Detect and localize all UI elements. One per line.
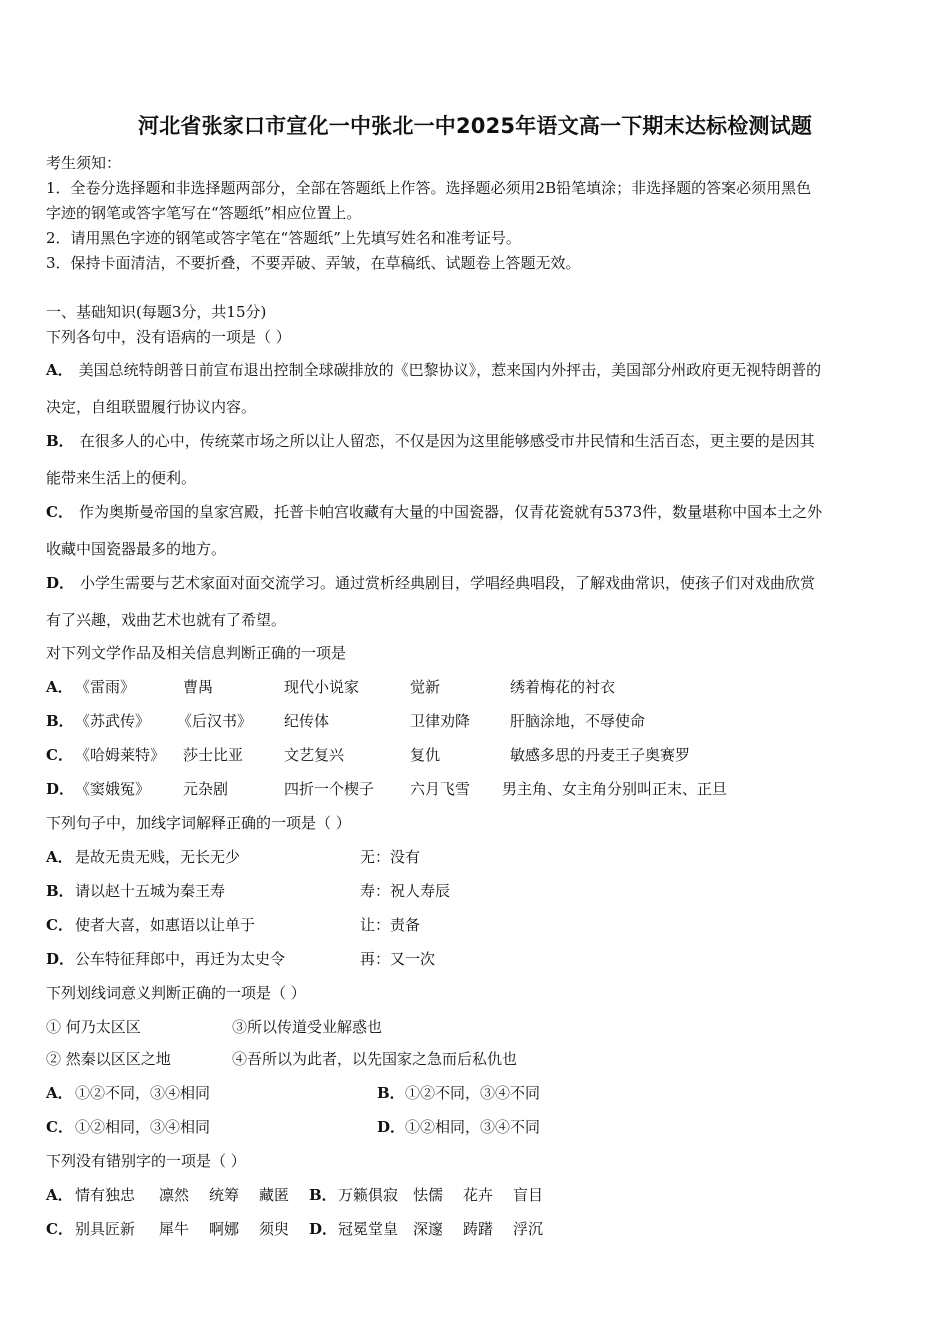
page-title: 河北省张家口市宣化一中张北一中2025年语文高一下期末达标检测试题 [137, 114, 813, 138]
option-letter: C． [46, 916, 73, 934]
option-letter: A． [46, 1084, 73, 1102]
work-detail: 肝脑涂地，不辱使命 [510, 712, 646, 730]
word: 犀牛 [159, 1220, 190, 1238]
q1-option-d-cont: 有了兴趣，戏曲艺术也就有了希望。 [46, 611, 287, 629]
q4-item: ④吾所以为此者，以先国家之急而后私仇也 [232, 1050, 518, 1068]
word-meaning: 寿：祝人寿辰 [360, 882, 451, 900]
option-letter: A． [46, 361, 73, 379]
work-author: 元杂剧 [183, 780, 229, 798]
option-text: ①②不同，③④不同 [405, 1084, 541, 1102]
word: 啊娜 [209, 1220, 240, 1238]
option-letter: A． [46, 678, 73, 696]
option-letter: A． [46, 1186, 73, 1204]
option-text: ①②相同，③④不同 [405, 1118, 541, 1136]
word: 统筹 [209, 1186, 240, 1204]
word-meaning: 无：没有 [360, 848, 421, 866]
work-author: 曹禺 [183, 678, 214, 696]
work-plot: 觉新 [410, 678, 441, 696]
classical-sentence: 请以赵十五城为秦王寿 [75, 882, 226, 900]
option-letter: D． [309, 1220, 338, 1238]
classical-sentence: 是故无贵无贱，无长无少 [75, 848, 241, 866]
word: 浮沉 [513, 1220, 544, 1238]
option-letter: B． [309, 1186, 337, 1204]
option-letter: C． [46, 746, 73, 764]
option-letter: D． [46, 574, 75, 592]
option-letter: B． [377, 1084, 405, 1102]
word-meaning: 再：又一次 [360, 950, 436, 968]
word: 别具匠新 [75, 1220, 136, 1238]
work-title: 《雷雨》 [75, 678, 136, 696]
question-3-stem: 下列句子中，加线字词解释正确的一项是（ ） [46, 814, 351, 832]
question-1-stem: 下列各句中，没有语病的一项是（ ） [46, 328, 291, 346]
classical-sentence: 公车特征拜郎中，再迁为太史令 [75, 950, 286, 968]
work-plot: 复仇 [410, 746, 441, 764]
work-plot: 卫律劝降 [410, 712, 471, 730]
q4-item: ③所以传道受业解惑也 [232, 1018, 383, 1036]
option-letter: B． [46, 882, 74, 900]
work-title: 《窦娥冤》 [75, 780, 151, 798]
work-genre: 现代小说家 [284, 678, 360, 696]
option-letter: B． [46, 432, 74, 450]
word: 深邃 [413, 1220, 444, 1238]
notice-item: 1．全卷分选择题和非选择题两部分，全部在答题纸上作答。选择题必须用2B铅笔填涂；非选择题的答案必须用黑色 [46, 179, 812, 197]
work-plot: 六月飞雪 [410, 780, 471, 798]
option-text: 在很多人的心中，传统菜市场之所以让人留恋，不仅是因为这里能够感受市井民情和生活百态，更主要的是因其 [79, 432, 815, 450]
option-letter: A． [46, 848, 73, 866]
word-meaning: 让：责备 [360, 916, 421, 934]
word: 怯儒 [413, 1186, 444, 1204]
question-5-stem: 下列没有错别字的一项是（ ） [46, 1152, 246, 1170]
q1-option-a [46, 359, 821, 381]
q1-option-a-cont: 决定，自组联盟履行协议内容。 [46, 398, 257, 416]
option-letter: D． [377, 1118, 406, 1136]
option-letter: C． [46, 1220, 73, 1238]
word: 须臾 [259, 1220, 290, 1238]
word: 万籁俱寂 [338, 1186, 399, 1204]
option-letter: B． [46, 712, 74, 730]
word: 花卉 [463, 1186, 494, 1204]
word: 藏匿 [259, 1186, 290, 1204]
option-text: 作为奥斯曼帝国的皇家宫殿，托普卡帕宫收藏有大量的中国瓷器，仅青花瓷就有5373件，数量堪称中国本土之外 [78, 503, 823, 521]
q1-option-c [46, 501, 822, 523]
q4-item: ① 何乃太区区 [46, 1018, 141, 1036]
q1-option-c-cont: 收藏中国瓷器最多的地方。 [46, 540, 227, 558]
question-2-stem: 对下列文学作品及相关信息判断正确的一项是 [46, 644, 347, 662]
q1-option-b-cont: 能带来生活上的便利。 [46, 469, 197, 487]
work-genre: 纪传体 [284, 712, 330, 730]
option-text: ①②相同，③④相同 [75, 1118, 211, 1136]
work-title: 《哈姆莱特》 [75, 746, 166, 764]
notice-heading: 考生须知： [46, 154, 122, 172]
word: 情有独忠 [75, 1186, 136, 1204]
classical-sentence: 使者大喜，如惠语以让单于 [75, 916, 256, 934]
option-text: 美国总统特朗普日前宣布退出控制全球碳排放的《巴黎协议》，惹来国内外抨击，美国部分州政府更无视特朗普的 [78, 361, 822, 379]
word: 盲目 [513, 1186, 544, 1204]
work-detail: 男主角、女主角分别叫正末、正旦 [502, 780, 728, 798]
notice-item: 字迹的钢笔或答字笔写在“答题纸”相应位置上。 [46, 204, 362, 222]
option-text: ①②不同，③④相同 [75, 1084, 211, 1102]
word: 冠冕堂皇 [338, 1220, 399, 1238]
word: 凛然 [159, 1186, 190, 1204]
work-detail: 绣着梅花的衬衣 [510, 678, 616, 696]
question-4-stem: 下列划线词意义判断正确的一项是（ ） [46, 984, 306, 1002]
notice-item: 2．请用黑色字迹的钢笔或答字笔在“答题纸”上先填写姓名和准考证号。 [46, 229, 521, 247]
section-heading: 一、基础知识(每题3分，共15分) [46, 303, 267, 321]
notice-item: 3．保持卡面清洁，不要折叠，不要弄破、弄皱，在草稿纸、试题卷上答题无效。 [46, 254, 581, 272]
option-text: 小学生需要与艺术家面对面交流学习。通过赏析经典剧目，学唱经典唱段，了解戏曲常识，使孩子们对戏曲欣赏 [80, 574, 816, 592]
word: 踌躇 [463, 1220, 494, 1238]
option-letter: C． [46, 503, 73, 521]
work-author: 莎士比亚 [183, 746, 244, 764]
work-detail: 敏感多思的丹麦王子奥赛罗 [510, 746, 691, 764]
q4-item: ② 然秦以区区之地 [46, 1050, 171, 1068]
q1-option-b [46, 430, 815, 452]
work-genre: 文艺复兴 [284, 746, 345, 764]
work-author: 《后汉书》 [177, 712, 253, 730]
work-title: 《苏武传》 [75, 712, 151, 730]
q1-option-d [46, 572, 815, 594]
work-genre: 四折一个楔子 [284, 780, 375, 798]
option-letter: D． [46, 780, 75, 798]
option-letter: D． [46, 950, 75, 968]
option-letter: C． [46, 1118, 73, 1136]
